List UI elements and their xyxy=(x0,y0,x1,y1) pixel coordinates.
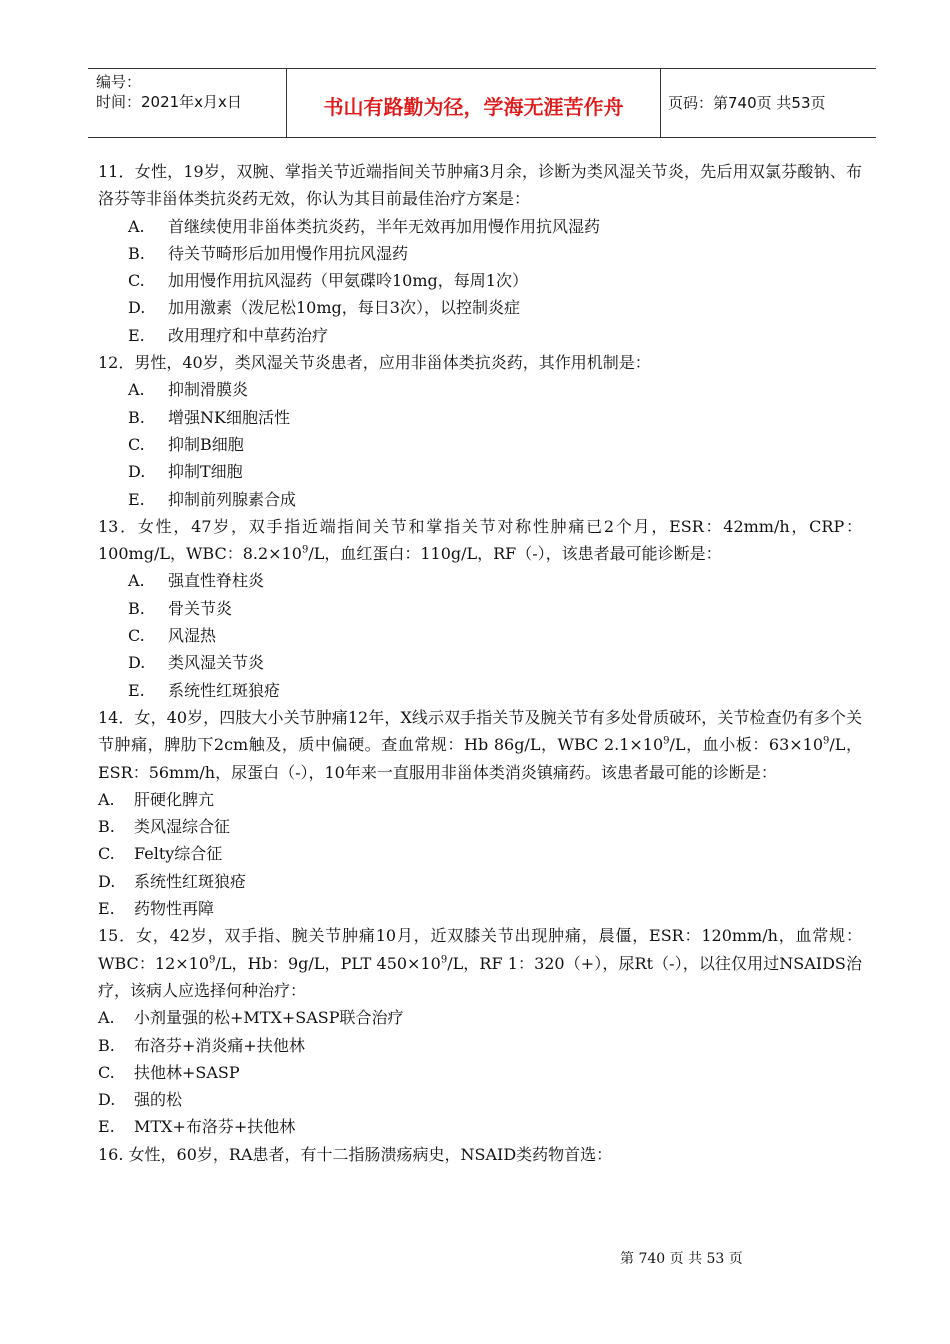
option-text: 首继续使用非甾体类抗炎药，半年无效再加用慢作用抗风湿药 xyxy=(168,216,601,236)
page-header xyxy=(88,68,876,138)
motto-text: 书山有路勤为径，学海无涯苦作舟 xyxy=(323,95,624,119)
option-label: B. xyxy=(128,407,145,427)
option-label: A. xyxy=(128,571,145,591)
option-text: 待关节畸形后加用慢作用抗风湿药 xyxy=(168,243,409,263)
superscript: 9 xyxy=(823,735,830,747)
option-a xyxy=(98,213,862,240)
superscript: 9 xyxy=(663,735,670,747)
option-text: 骨关节炎 xyxy=(168,598,233,618)
option-label: D. xyxy=(98,1090,116,1110)
option-text: 抑制B细胞 xyxy=(168,434,244,454)
option-b xyxy=(98,404,862,431)
option-c xyxy=(98,622,862,649)
stem-part: 13．女性，47岁，双手指近端指间关节和掌指关节对称性肿痛已2个月，ESR：42mm/h，CRP：100mg/L，WBC：8.2×10 xyxy=(98,516,862,564)
option-c xyxy=(98,267,862,294)
option-text: 加用慢作用抗风湿药（甲氨碟呤10mg，每周1次） xyxy=(168,271,528,291)
option-text: 类风湿综合征 xyxy=(134,817,231,837)
option-b xyxy=(98,595,862,622)
option-label: D. xyxy=(128,653,146,673)
option-label: E. xyxy=(98,1117,115,1137)
option-text: 扶他林+SASP xyxy=(134,1062,240,1082)
question-stem xyxy=(98,704,862,786)
stem-part: /L，ESR：56mm/h，尿蛋白（-），10年来一直服用非甾体类消炎镇痛药。该患者最可能的诊断是： xyxy=(98,735,862,782)
option-a xyxy=(98,786,862,813)
option-a xyxy=(98,567,862,594)
stem-part: /L，血红蛋白：110g/L，RF（-），该患者最可能诊断是： xyxy=(308,544,722,564)
option-label: E. xyxy=(98,899,115,919)
page-footer: 第 740 页 共 53 页 xyxy=(620,1251,743,1267)
option-text: 加用激素（泼尼松10mg，每日3次），以控制炎症 xyxy=(168,298,520,318)
doc-number-label: 编号： xyxy=(96,73,142,91)
question-stem: 16. 女性，60岁，RA患者，有十二指肠溃疡病史，NSAID类药物首选： xyxy=(98,1144,613,1164)
option-text: 小剂量强的松+MTX+SASP联合治疗 xyxy=(134,1008,404,1028)
option-label: D. xyxy=(98,871,116,891)
option-text: 风湿热 xyxy=(168,626,217,646)
stem-part: /L，RF 1：320（+），尿Rt（-），以往仅用过NSAIDS治疗，该病人应选择何种治疗： xyxy=(98,953,862,1000)
question-stem: 12．男性，40岁，类风湿关节炎患者，应用非甾体类抗炎药，其作用机制是： xyxy=(98,353,651,373)
option-text: 改用理疗和中草药治疗 xyxy=(168,325,329,345)
question-stem xyxy=(98,922,862,1004)
option-label: E. xyxy=(128,680,145,700)
option-label: B. xyxy=(98,1035,115,1055)
option-d xyxy=(98,868,862,895)
option-label: C. xyxy=(128,626,145,646)
header-page-label: 页码：第740页 共53页 xyxy=(668,94,826,112)
option-c xyxy=(98,431,862,458)
option-text: 系统性红斑狼疮 xyxy=(134,871,247,891)
superscript: 9 xyxy=(209,954,216,966)
option-e xyxy=(98,895,862,922)
superscript: 9 xyxy=(301,544,309,556)
option-label: E. xyxy=(128,489,145,509)
header-info-cell xyxy=(88,69,286,137)
option-label: C. xyxy=(128,434,145,454)
option-text: 布洛芬+消炎痛+扶他林 xyxy=(134,1035,305,1055)
option-b xyxy=(98,240,862,267)
option-d xyxy=(98,649,862,676)
option-text: 抑制T细胞 xyxy=(168,462,243,482)
option-text: 系统性红斑狼疮 xyxy=(168,680,281,700)
option-text: Felty综合征 xyxy=(134,844,223,864)
option-label: B. xyxy=(128,243,145,263)
doc-date-label: 时间：2021年x月x日 xyxy=(96,93,242,111)
stem-part: 15．女，42岁，双手指、腕关节肿痛10月，近双膝关节出现肿痛，晨僵，ESR：120mm/h，血常规：WBC：12×10 xyxy=(98,926,862,973)
option-label: C. xyxy=(98,1062,115,1082)
stem-part: /L，血小板：63×10 xyxy=(669,735,824,755)
option-text: 药物性再障 xyxy=(134,899,215,919)
option-label: D. xyxy=(128,462,146,482)
option-a xyxy=(98,1004,862,1031)
option-label: E. xyxy=(128,325,145,345)
option-text: 类风湿关节炎 xyxy=(168,653,265,673)
option-e xyxy=(98,322,862,349)
option-e xyxy=(98,677,862,704)
stem-part: /L，Hb：9g/L，PLT 450×10 xyxy=(215,953,441,973)
option-text: MTX+布洛芬+扶他林 xyxy=(134,1117,296,1137)
option-text: 肝硬化脾亢 xyxy=(134,789,215,809)
option-text: 抑制滑膜炎 xyxy=(168,380,249,400)
option-d xyxy=(98,1086,862,1113)
question-content xyxy=(98,158,862,1168)
superscript: 9 xyxy=(440,954,448,966)
option-b xyxy=(98,1032,862,1059)
option-d xyxy=(98,294,862,321)
option-label: A. xyxy=(98,789,115,809)
option-text: 强的松 xyxy=(134,1090,183,1110)
option-b xyxy=(98,813,862,840)
question-stem xyxy=(98,513,862,568)
stem-part: 14．女，40岁，四肢大小关节肿痛12年，X线示双手指关节及腕关节有多处骨质破环，关节检查仍有多个关节肿痛，脾肋下2cm触及，质中偏硬。查血常规：Hb 86g/L，WBC 2.1×10 xyxy=(98,707,862,755)
option-text: 抑制前列腺素合成 xyxy=(168,489,297,509)
option-d xyxy=(98,458,862,485)
option-label: A. xyxy=(98,1008,115,1028)
option-label: A. xyxy=(128,380,145,400)
option-label: B. xyxy=(98,817,115,837)
header-motto-cell xyxy=(286,69,661,137)
option-c xyxy=(98,840,862,867)
option-e xyxy=(98,486,862,513)
option-text: 增强NK细胞活性 xyxy=(168,407,290,427)
header-page-cell xyxy=(660,69,876,137)
option-label: A. xyxy=(128,216,145,236)
option-text: 强直性脊柱炎 xyxy=(168,571,265,591)
option-label: C. xyxy=(128,271,145,291)
option-e xyxy=(98,1113,862,1140)
option-a xyxy=(98,376,862,403)
option-label: C. xyxy=(98,844,115,864)
option-label: B. xyxy=(128,598,145,618)
question-stem: 11．女性，19岁，双腕、掌指关节近端指间关节肿痛3月余，诊断为类风湿关节炎，先后用双氯芬酸钠、布洛芬等非甾体类抗炎药无效，你认为其目前最佳治疗方案是： xyxy=(98,162,862,209)
option-c xyxy=(98,1059,862,1086)
option-label: D. xyxy=(128,298,146,318)
